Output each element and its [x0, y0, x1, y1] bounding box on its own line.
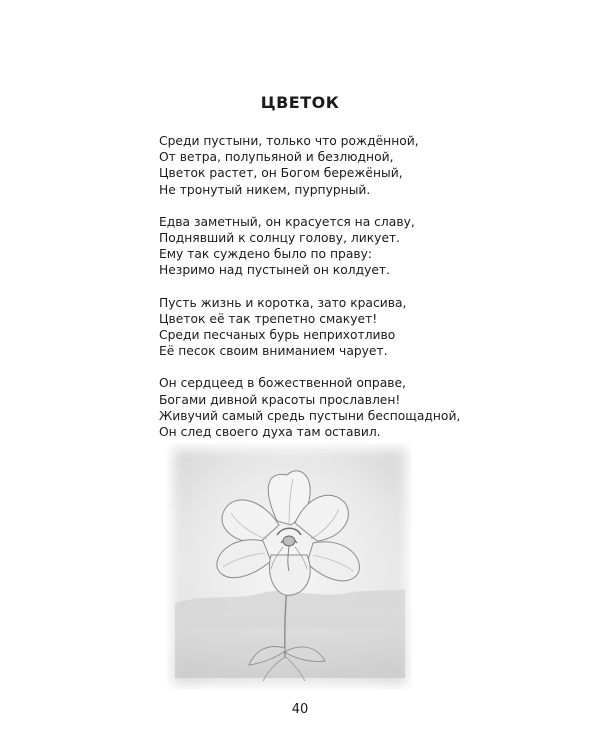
poem-body	[159, 133, 459, 456]
stanza	[159, 375, 459, 440]
stanza	[159, 133, 459, 198]
poem-line: Пусть жизнь и коротка, зато красива,	[159, 295, 407, 310]
poem-line: Ему так суждено было по праву:	[159, 247, 373, 262]
poem-line: Цветок растет, он Богом бережёный,	[159, 166, 403, 181]
poem-line: Среди пустыни, только что рождённой,	[159, 134, 419, 148]
poem-line: От ветра, полупьяной и безлюдной,	[159, 150, 394, 165]
poem-line: Среди песчаных бурь неприхотливо	[159, 328, 396, 343]
poem-line: Поднявший к солнцу голову, ликует.	[159, 231, 401, 246]
poem-line: Незримо над пустыней он колдует.	[159, 263, 390, 278]
poem-line: Живучий самый средь пустыни беспощадной,	[159, 408, 461, 423]
stanza	[159, 214, 459, 279]
stanza	[159, 295, 459, 360]
flower-sketch-icon	[167, 443, 412, 690]
poem-line: Её песок своим вниманием чарует.	[159, 344, 388, 359]
page-number: 40	[291, 702, 309, 717]
poem-line: Не тронутый никем, пурпурный.	[159, 182, 371, 197]
poem-line: Богами дивной красоты прославлен!	[159, 392, 401, 407]
poem-line: Цветок её так трепетно смакует!	[159, 311, 378, 326]
poem-title: ЦВЕТОК	[260, 93, 340, 112]
poem-line: Он след своего духа там оставил.	[159, 425, 381, 440]
poem-line: Едва заметный, он красуется на славу,	[159, 214, 415, 229]
poem-line: Он сердцеед в божественной оправе,	[159, 376, 406, 391]
